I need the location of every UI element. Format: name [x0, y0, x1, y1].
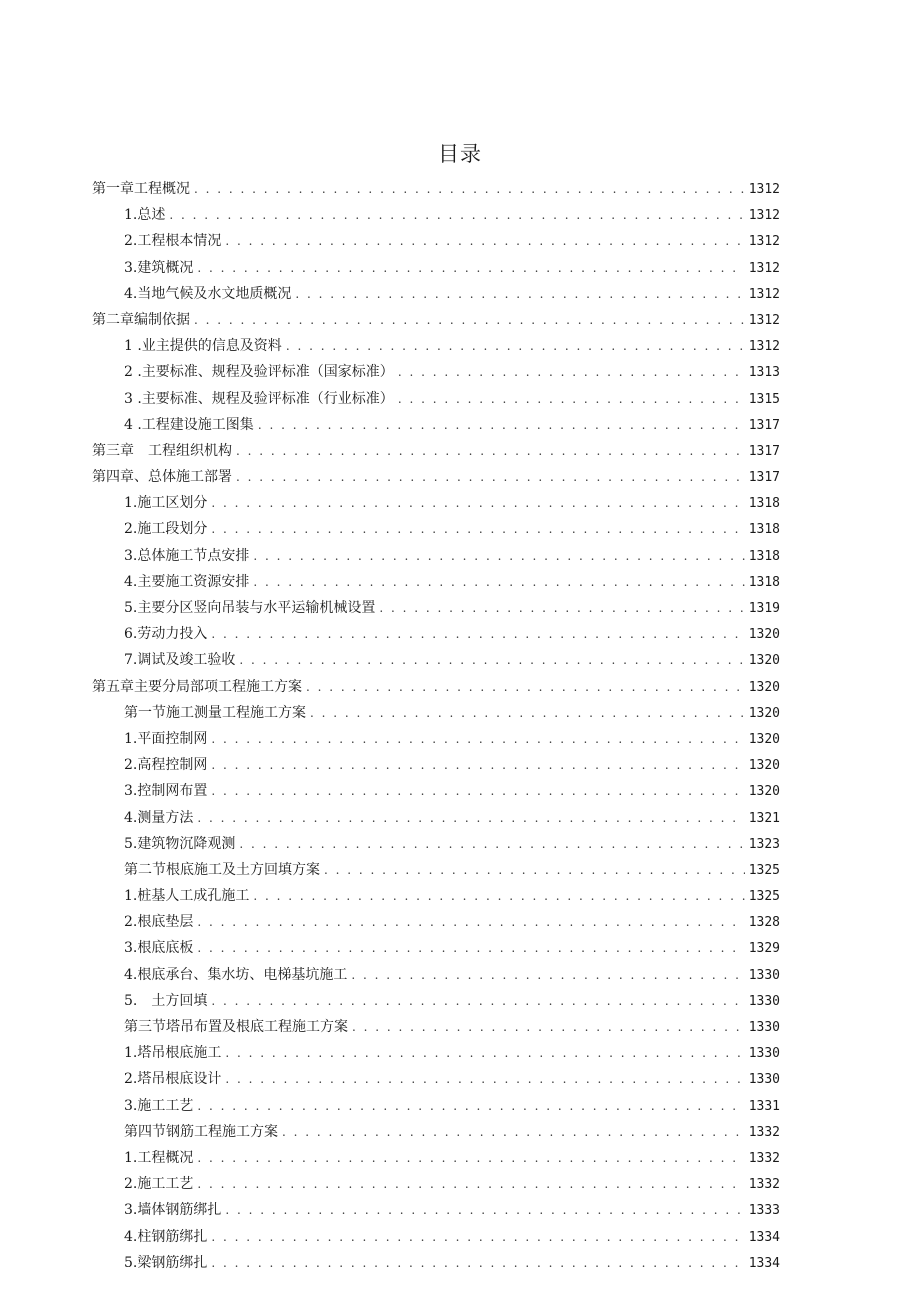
- dot-leader: [258, 418, 745, 432]
- toc-entry-label: 7.调试及竣工验收: [124, 652, 236, 669]
- toc-page-number: 1318: [748, 522, 780, 538]
- toc-page-number: 1330: [748, 1046, 780, 1062]
- dot-leader: [398, 365, 745, 379]
- toc-section-entry[interactable]: [92, 990, 780, 1016]
- toc-page-number: 1318: [748, 574, 780, 590]
- toc-page-number: 1313: [748, 365, 780, 381]
- toc-page-number: 1320: [748, 705, 780, 721]
- toc-section-entry[interactable]: [92, 1199, 780, 1225]
- toc-entry-label: 4.柱钢筋绑扎: [124, 1228, 208, 1245]
- toc-entry-label: 3.施工工艺: [124, 1097, 194, 1114]
- toc-entry-label: 1.桩基人工成孔施工: [124, 888, 250, 905]
- toc-section-entry[interactable]: [92, 1095, 780, 1121]
- toc-section-entry[interactable]: [92, 597, 780, 623]
- toc-section-entry[interactable]: [92, 230, 780, 256]
- toc-page-number: 1321: [748, 810, 780, 826]
- dot-leader: [352, 1020, 745, 1034]
- toc-section-entry[interactable]: [92, 1042, 780, 1068]
- toc-page-number: 1312: [748, 286, 780, 302]
- toc-entry-label: 5.梁钢筋绑扎: [124, 1254, 208, 1271]
- toc-entry-label: 4.根底承台、集水坊、电梯基坑施工: [124, 966, 348, 983]
- toc-section-entry[interactable]: [92, 728, 780, 754]
- toc-section-entry[interactable]: [92, 283, 780, 309]
- toc-entry-label: 1.总述: [124, 207, 166, 224]
- toc-page-number: 1329: [748, 941, 780, 957]
- dot-leader: [225, 1072, 744, 1086]
- toc-section-entry[interactable]: [92, 335, 780, 361]
- toc-entry-label: 第二章编制依据: [92, 311, 190, 328]
- toc-page-number: 1330: [748, 1020, 780, 1035]
- dot-leader: [239, 653, 744, 667]
- dot-leader: [253, 889, 744, 903]
- dot-leader: [295, 287, 744, 301]
- toc-page-number: 1312: [748, 339, 780, 355]
- toc-entry-label: 4.测量方法: [124, 809, 194, 826]
- dot-leader: [351, 968, 744, 982]
- dot-leader: [282, 1125, 745, 1139]
- dot-leader: [253, 549, 744, 563]
- dot-leader: [324, 863, 745, 877]
- toc-entry-label: 3.墙体钢筋绑扎: [124, 1202, 222, 1219]
- toc-entry-label: 第一节施工测量工程施工方案: [124, 704, 306, 721]
- toc-section-entry[interactable]: [92, 361, 780, 387]
- toc-section-entry[interactable]: [92, 492, 780, 518]
- toc-page-number: 1334: [748, 1229, 780, 1245]
- toc-section-entry[interactable]: [92, 204, 780, 230]
- dot-leader: [211, 758, 744, 772]
- toc-section-entry[interactable]: [92, 257, 780, 283]
- dot-leader: [197, 1099, 744, 1113]
- toc-section-entry[interactable]: [92, 885, 780, 911]
- dot-leader: [225, 234, 744, 248]
- dot-leader: [236, 470, 745, 484]
- toc-section-entry[interactable]: [92, 1068, 780, 1094]
- toc-page-number: 1312: [748, 234, 780, 250]
- dot-leader: [197, 1151, 744, 1165]
- dot-leader: [225, 1046, 744, 1060]
- toc-section-entry[interactable]: [92, 545, 780, 571]
- toc-page-number: 1328: [748, 915, 780, 931]
- dot-leader: [194, 182, 745, 196]
- toc-entry-label: 5.建筑物沉降观测: [124, 835, 236, 852]
- toc-chapter-entry[interactable]: [92, 309, 780, 335]
- toc-page-number: 1312: [748, 208, 780, 224]
- toc-entry-label: 2 .主要标准、规程及验评标准（国家标准）: [124, 364, 394, 381]
- table-of-contents: [92, 178, 780, 1278]
- toc-section-entry[interactable]: [92, 754, 780, 780]
- dot-leader: [197, 811, 744, 825]
- toc-page-number: 1320: [748, 653, 780, 669]
- toc-section-entry[interactable]: [92, 911, 780, 937]
- toc-chapter-entry[interactable]: [92, 466, 780, 492]
- toc-entry-label: 1.工程概况: [124, 1149, 194, 1166]
- toc-entry-label: 第三节塔吊布置及根底工程施工方案: [124, 1019, 348, 1035]
- dot-leader: [211, 496, 744, 510]
- dot-leader: [310, 706, 745, 720]
- toc-entry-label: 2.施工段划分: [124, 521, 208, 538]
- dot-leader: [169, 208, 744, 222]
- dot-leader: [211, 627, 744, 641]
- toc-entry-label: 第四节钢筋工程施工方案: [124, 1123, 278, 1140]
- toc-page-number: 1312: [748, 260, 780, 276]
- toc-page-number: 1318: [748, 548, 780, 564]
- toc-entry-label: 3.控制网布置: [124, 783, 208, 800]
- toc-section-entry[interactable]: [92, 649, 780, 675]
- toc-section-entry[interactable]: [92, 623, 780, 649]
- toc-entry-label: 1.施工区划分: [124, 495, 208, 512]
- toc-page-number: 1333: [748, 1203, 780, 1219]
- toc-page-number: 1320: [748, 679, 780, 695]
- dot-leader: [286, 339, 745, 353]
- toc-entry-label: 3.建筑概况: [124, 259, 194, 276]
- toc-page-number: 1332: [748, 1177, 780, 1193]
- toc-entry-label: 4 .工程建设施工图集: [124, 416, 254, 433]
- toc-page-number: 1330: [748, 993, 780, 1009]
- toc-page-number: 1325: [748, 862, 780, 878]
- toc-page-number: 1331: [748, 1098, 780, 1114]
- dot-leader: [194, 313, 745, 327]
- dot-leader: [306, 680, 745, 694]
- toc-chapter-entry[interactable]: [92, 440, 780, 466]
- toc-section-entry[interactable]: [92, 780, 780, 806]
- toc-section-entry[interactable]: [92, 702, 780, 728]
- toc-page-number: 1332: [748, 1150, 780, 1166]
- dot-leader: [398, 392, 745, 406]
- dot-leader: [211, 732, 744, 746]
- toc-page-number: 1330: [748, 1072, 780, 1088]
- toc-section-entry[interactable]: [92, 1121, 780, 1147]
- toc-section-entry[interactable]: [92, 388, 780, 414]
- toc-section-entry[interactable]: [92, 1252, 780, 1278]
- toc-entry-label: 2.工程根本情况: [124, 233, 222, 250]
- toc-entry-label: 3.总体施工节点安排: [124, 547, 250, 564]
- toc-page-number: 1319: [748, 601, 780, 616]
- toc-section-entry[interactable]: [92, 571, 780, 597]
- toc-page-number: 1320: [748, 758, 780, 774]
- toc-entry-label: 第三章 工程组织机构: [92, 442, 232, 459]
- dot-leader: [236, 444, 745, 458]
- toc-page-number: 1318: [748, 496, 780, 512]
- toc-page-number: 1317: [748, 417, 780, 433]
- toc-page-number: 1312: [748, 182, 780, 197]
- toc-page-number: 1320: [748, 731, 780, 747]
- dot-leader: [239, 837, 744, 851]
- toc-entry-label: 6.劳动力投入: [124, 626, 208, 643]
- toc-section-entry[interactable]: [92, 1226, 780, 1252]
- toc-entry-label: 1.塔吊根底施工: [124, 1045, 222, 1062]
- toc-entry-label: 2.高程控制网: [124, 757, 208, 774]
- toc-page-number: 1332: [748, 1124, 780, 1140]
- toc-entry-label: 5. 土方回填: [124, 992, 208, 1009]
- toc-entry-label: 3.根底底板: [124, 940, 194, 957]
- toc-chapter-entry[interactable]: [92, 676, 780, 702]
- toc-page-number: 1317: [748, 470, 780, 486]
- toc-section-entry[interactable]: [92, 414, 780, 440]
- toc-section-entry[interactable]: [92, 964, 780, 990]
- toc-section-entry[interactable]: [92, 859, 780, 885]
- dot-leader: [379, 601, 744, 615]
- toc-entry-label: 4.当地气候及水文地质概况: [124, 285, 292, 302]
- dot-leader: [225, 1203, 744, 1217]
- toc-chapter-entry[interactable]: [92, 178, 780, 204]
- toc-section-entry[interactable]: [92, 1147, 780, 1173]
- toc-entry-label: 第二节根底施工及土方回填方案: [124, 861, 320, 878]
- toc-section-entry[interactable]: [92, 1016, 780, 1042]
- toc-page-number: 1317: [748, 443, 780, 459]
- dot-leader: [211, 784, 744, 798]
- toc-entry-label: 5.主要分区竖向吊装与水平运输机械设置: [124, 600, 376, 616]
- dot-leader: [211, 994, 744, 1008]
- toc-section-entry[interactable]: [92, 937, 780, 963]
- toc-section-entry[interactable]: [92, 807, 780, 833]
- toc-section-entry[interactable]: [92, 833, 780, 859]
- dot-leader: [211, 1230, 744, 1244]
- toc-entry-label: 2.施工工艺: [124, 1176, 194, 1193]
- toc-page-number: 1323: [748, 836, 780, 852]
- toc-page-number: 1320: [748, 627, 780, 643]
- toc-entry-label: 1.平面控制网: [124, 730, 208, 747]
- toc-entry-label: 2.根底垫层: [124, 914, 194, 931]
- toc-page-number: 1315: [748, 391, 780, 407]
- toc-entry-label: 1 .业主提供的信息及资料: [124, 338, 282, 355]
- toc-entry-label: 3 .主要标准、规程及验评标准（行业标准）: [124, 390, 394, 407]
- toc-entry-label: 2.塔吊根底设计: [124, 1071, 222, 1088]
- toc-page-number: 1320: [748, 784, 780, 800]
- toc-page-number: 1330: [748, 967, 780, 983]
- toc-section-entry[interactable]: [92, 518, 780, 544]
- dot-leader: [211, 1256, 744, 1270]
- toc-entry-label: 第五章主要分局部项工程施工方案: [92, 678, 302, 695]
- page-title: 目录: [438, 142, 482, 166]
- dot-leader: [197, 915, 744, 929]
- toc-entry-label: 第四章、总体施工部署: [92, 469, 232, 486]
- dot-leader: [197, 941, 744, 955]
- toc-entry-label: 第一章工程概况: [92, 181, 190, 197]
- toc-section-entry[interactable]: [92, 1173, 780, 1199]
- dot-leader: [211, 522, 744, 536]
- toc-entry-label: 4.主要施工资源安排: [124, 573, 250, 590]
- dot-leader: [253, 575, 744, 589]
- dot-leader: [197, 1177, 744, 1191]
- toc-page-number: 1312: [748, 312, 780, 328]
- dot-leader: [197, 261, 744, 275]
- toc-page-number: 1334: [748, 1255, 780, 1271]
- toc-page-number: 1325: [748, 889, 780, 905]
